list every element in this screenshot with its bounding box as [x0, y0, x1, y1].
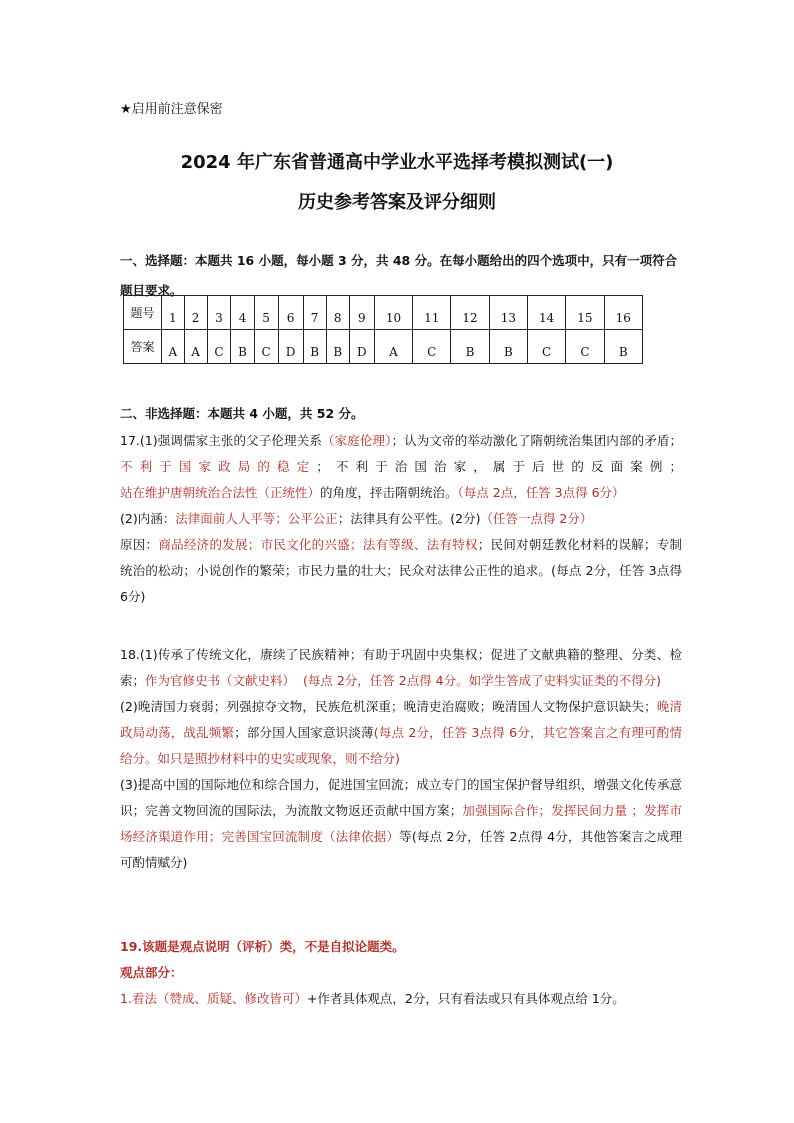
- question-number-cell: 5: [254, 296, 278, 330]
- q17-p1-text: ；不利于治国治家，属于后世的反面案例；: [316, 459, 682, 474]
- q19-heading: 19.该题是观点说明（评析）类，不是自拟论题类。: [120, 939, 405, 954]
- q19-item-number: 1.: [120, 991, 132, 1006]
- question-number-cell: 9: [349, 296, 374, 330]
- confidential-notice: ★启用前注意保密: [120, 102, 223, 117]
- q17-p1-text: 的角度，抨击隋朝统治。: [320, 485, 458, 500]
- document-subtitle: 历史参考答案及评分细则: [298, 192, 496, 213]
- q18-part2: [120, 694, 682, 772]
- question-number-cell: 8: [326, 296, 349, 330]
- question-number-cell: 12: [451, 296, 489, 330]
- question-17-answer: [120, 428, 682, 610]
- q18-p2-text: (2)晚清国力衰弱；列强掠夺文物，民族危机深重；晚清吏治腐败；晚清国人文物保护意识缺失；: [120, 699, 657, 714]
- answer-cell: A: [184, 330, 207, 364]
- q18-part3: [120, 772, 682, 876]
- q17-part3: [120, 532, 682, 610]
- answer-cell: A: [162, 330, 185, 364]
- q17-p1-key: 站在维护唐朝统治合法性（正统性）: [120, 485, 321, 500]
- q17-p2-text: (2)内涵：: [120, 511, 176, 526]
- q17-p1-text: ；认为文帝的举动激化了隋朝统治集团内部的矛盾；: [391, 433, 682, 448]
- answer-cell: C: [207, 330, 231, 364]
- question-number-cell: 1: [162, 296, 185, 330]
- q18-p3-key: 加强国际合作；发挥民间力量 ；发挥市场经济渠道作用；完善国宝回流制度（法律依据）: [120, 803, 682, 844]
- question-number-cell: 15: [566, 296, 604, 330]
- q18-p3-text: (3)提高中国的国际地位和综合国力，促进国宝回流；成立专门的国宝保护督导组织，增强文化传承意识；完善文物回流的国际法，为流散文物返还贡献中国方案；: [120, 777, 682, 818]
- q19-item-key: 看法（赞成、质疑、修改皆可）: [131, 991, 307, 1006]
- q18-p1-gap: [295, 673, 303, 688]
- q18-p3-text: 等(每点 2分，任答 2点得 4分，其他答案言之成理可酌情赋分): [120, 829, 682, 870]
- answer-cell: C: [413, 330, 451, 364]
- q17-p3-key: 商品经济的发展；市民文化的兴盛；法有等级、法有特权: [158, 537, 478, 552]
- answer-cell: C: [566, 330, 604, 364]
- answer-cell: B: [604, 330, 642, 364]
- exam-title: 2024 年广东省普通高中学业水平选择考模拟测试(一): [180, 152, 614, 173]
- question-number-cell: 11: [413, 296, 451, 330]
- question-number-cell: 10: [374, 296, 412, 330]
- question-number-cell: 16: [604, 296, 642, 330]
- q19-item-1: [120, 986, 682, 1012]
- q18-p1-scoring: (每点 2分，任答 2点得 4分。如学生答成了史料实证类的不得分): [302, 673, 662, 688]
- q17-p1-scoring: （每点 2点，任答 3点得 6分）: [457, 485, 625, 500]
- multiple-choice-answer-table: [123, 295, 643, 364]
- question-19-answer: [120, 934, 682, 1012]
- question-number-cell: 14: [528, 296, 566, 330]
- row-label-answer: 答案: [124, 330, 162, 364]
- q17-p2-scoring: （任答一点得 2分）: [480, 511, 593, 526]
- q17-p1-key: 不利于国家政局的稳定: [120, 459, 317, 474]
- answer-cell: C: [528, 330, 566, 364]
- q19-item-text: +作者具体观点，2分，只有看法或只有具体观点给 1分。: [306, 991, 625, 1006]
- q18-p2-text: ；部分国人国家意识淡薄: [234, 725, 374, 740]
- answer-cell: B: [451, 330, 489, 364]
- q17-p1-key: （家庭伦理）: [321, 433, 392, 448]
- q18-p2-key: 晚清政局动荡，战乱频繁: [120, 699, 682, 740]
- q18-part1: [120, 642, 682, 694]
- q17-p2-key: 法律面前人人平等；公平公正: [175, 511, 338, 526]
- answer-cell: B: [231, 330, 254, 364]
- section1-heading: 一、选择题：本题共 16 小题，每小题 3 分，共 48 分。在每小题给出的四个选项中，只有一项符合题目要求。: [120, 253, 678, 298]
- answer-cell: A: [374, 330, 412, 364]
- question-number-cell: 3: [207, 296, 231, 330]
- section2-heading: 二、非选择题：本题共 4 小题，共 52 分。: [120, 406, 364, 421]
- q17-part2: [120, 506, 682, 532]
- answer-row: [124, 330, 643, 364]
- question-number-cell: 2: [184, 296, 207, 330]
- q17-p1-text: 17.(1)强调儒家主张的父子伦理关系: [120, 433, 322, 448]
- answer-cell: B: [489, 330, 527, 364]
- q17-p3-text: 原因：: [120, 537, 159, 552]
- question-number-cell: 7: [303, 296, 326, 330]
- question-number-cell: 4: [231, 296, 254, 330]
- question-18-answer: [120, 642, 682, 876]
- answer-cell: C: [254, 330, 278, 364]
- q17-part1: [120, 428, 682, 506]
- question-number-cell: 13: [489, 296, 527, 330]
- q19-subheading: 观点部分：: [120, 965, 183, 980]
- q18-p1-key: 作为官修史书（文献史料）: [145, 673, 296, 688]
- q17-p2-text: ；法律具有公平性。(2分): [337, 511, 481, 526]
- answer-cell: D: [278, 330, 303, 364]
- row-label-number: 题号: [124, 296, 162, 330]
- question-number-cell: 6: [278, 296, 303, 330]
- q18-p1-text: 18.(1)传承了传统文化，赓续了民族精神；有助于巩固中央集权；促进了文献典籍的整理、分类、检索；: [120, 647, 682, 688]
- question-number-row: [124, 296, 643, 330]
- q18-p2-scoring: (每点 2分，任答 3点得 6分，其它答案言之有理可酌情给分。如只是照抄材料中的史实或现象，则不给分): [120, 725, 682, 766]
- answer-cell: B: [326, 330, 349, 364]
- q17-p3-text: ；民间对朝廷教化材料的误解；专制统治的松动；小说创作的繁荣；市民力量的壮大；民众对法律公正性的追求。(每点 2分，任答 3点得 6分): [120, 537, 682, 604]
- answer-cell: D: [349, 330, 374, 364]
- answer-cell: B: [303, 330, 326, 364]
